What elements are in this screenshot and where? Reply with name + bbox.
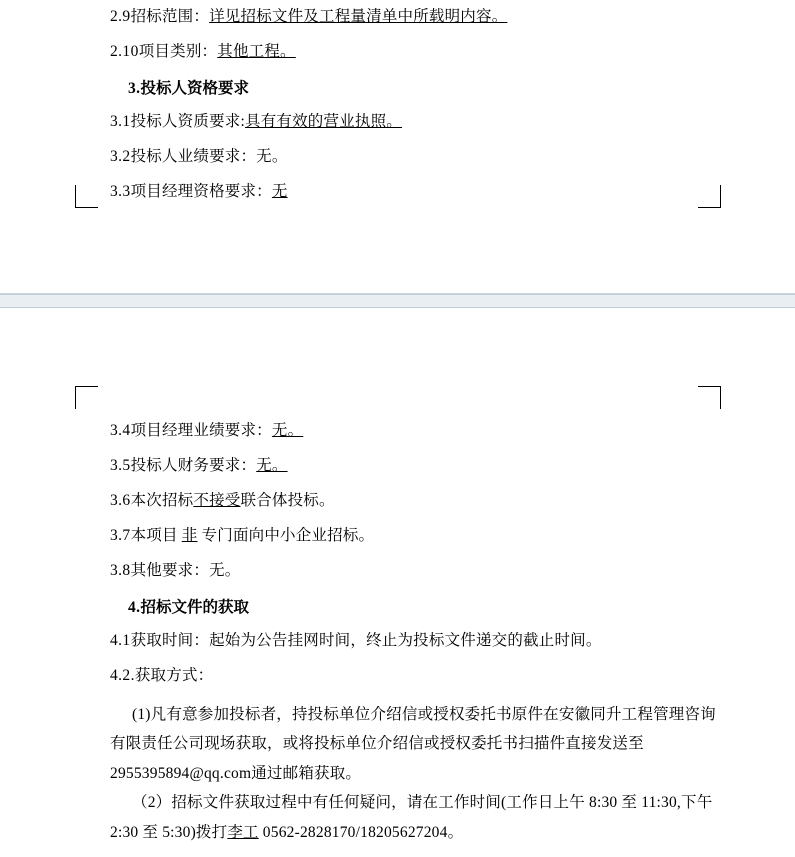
clause-3-1 [110,111,720,133]
clause-3-7 [110,525,720,547]
crop-mark-top-left [75,386,98,409]
clause-number: 3.8 [110,562,131,579]
crop-mark-top-right [698,386,721,409]
clause-text-after: 联合体投标。 [240,492,335,509]
clause-underlined-text: 其他工程。 [217,43,296,60]
clause-number: 2.9 [110,8,131,25]
clause-text: 项目类别： [138,43,218,60]
clause-text-after: 专门面向中小企业招标。 [197,527,375,544]
clause-text: 本项目 [130,527,182,544]
clause-underlined-text: 无。 [256,457,288,474]
clause-text: 项目经理资格要求： [130,183,272,200]
section-title: 投标人资格要求 [140,80,249,97]
clause-number: 3.3 [110,183,131,200]
page-2-content [0,420,795,847]
crop-mark-bottom-left [75,185,98,208]
paragraph-underlined-contact: 李工 [227,823,259,841]
clause-number: 2.10 [110,43,139,60]
clause-3-3 [110,181,720,203]
clause-number: 3.2 [110,148,131,165]
clause-number: 3.5 [110,457,131,474]
section-heading-4 [110,595,720,617]
clause-text: 投标人财务要求： [130,457,257,474]
clause-text: 获取时间：起始为公告挂网时间，终止为投标文件递交的截止时间。 [130,632,602,649]
clause-3-5 [110,455,720,477]
clause-number: 3.7 [110,527,131,544]
clause-underlined-text: 无 [271,183,288,200]
section-number: 4. [128,599,141,616]
paragraph-text-after: 0562-2828170/18205627204。 [258,823,464,841]
paragraph-acquisition-method-1: (1)凡有意参加投标者，持投标单位介绍信或授权委托书原件在安徽同升工程管理咨询有限责任公司现场获取，或将投标单位介绍信或授权委托书扫描件直接发送至 2955395894@qq.com通过邮箱获取。 [110,706,716,782]
clause-text: 其他要求：无。 [130,562,241,579]
clause-underlined-text: 具有有效的营业执照。 [245,113,403,130]
page-separator [0,294,795,308]
clause-text: 招标范围： [130,8,210,25]
clause-underlined-text: 非 [181,527,198,544]
clause-number: 3.1 [110,113,131,130]
clause-3-2 [110,146,720,168]
page-1-content [0,6,795,203]
document-page-2 [0,308,795,856]
document-page-1 [0,0,795,294]
clause-4-1 [110,630,720,652]
section-number: 3. [128,80,141,97]
crop-mark-bottom-right [698,185,721,208]
clause-2-10 [110,41,720,63]
section-title: 招标文件的获取 [140,599,249,616]
clause-number: 4.2. [110,667,135,684]
clause-3-4 [110,420,720,442]
clause-underlined-text: 详见招标文件及工程量清单中所载明内容。 [209,8,508,25]
clause-text: 获取方式： [134,667,214,684]
clause-text: 项目经理业绩要求： [130,422,272,439]
clause-text: 投标人资质要求: [130,113,245,130]
clause-number: 3.6 [110,492,131,509]
clause-4-2 [110,665,720,687]
clause-3-6 [110,490,720,512]
paragraph-text-before: （2）招标文件获取过程中有任何疑问，请在工作时间(工作日上午 8:30 至 11:30,下午 2:30 至 5:30)拨打 [110,794,717,841]
clause-2-9 [110,6,720,28]
clause-underlined-text: 不接受 [193,492,241,509]
clause-text: 本次招标 [130,492,194,509]
clause-3-8 [110,560,720,582]
paragraph-acquisition-method-2 [110,788,720,847]
clause-underlined-text: 无。 [271,422,304,439]
clause-number: 3.4 [110,422,131,439]
section-heading-3 [110,76,720,98]
clause-number: 4.1 [110,632,131,649]
clause-text: 投标人业绩要求：无。 [130,148,288,165]
